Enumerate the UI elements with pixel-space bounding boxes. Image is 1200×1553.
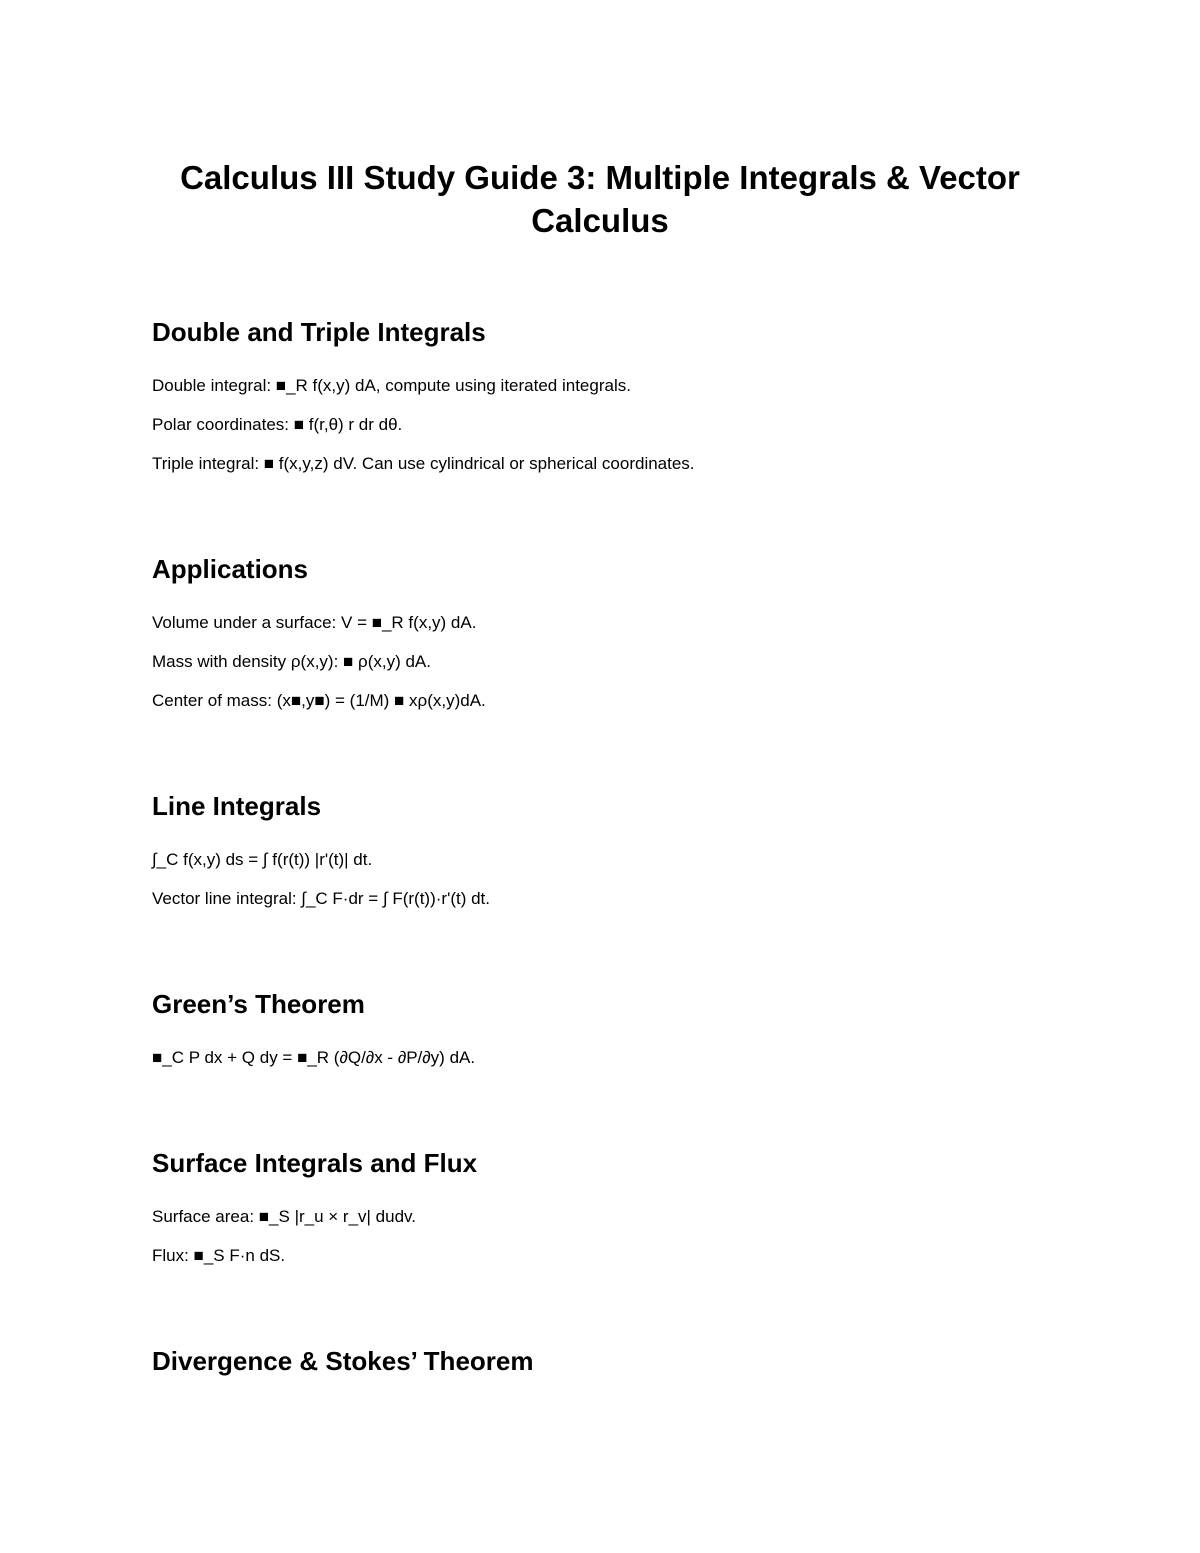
section-heading: Green’s Theorem [152,989,365,1019]
section-heading: Divergence & Stokes’ Theorem [152,1346,534,1376]
section-body [152,613,1052,711]
section-heading: Applications [152,554,309,584]
section-line-integrals [152,790,1052,928]
body-line: Center of mass: (x■,y■) = (1/M) ■ xρ(x,y)dA. [152,691,486,710]
section-body [152,1048,1052,1068]
body-line: Polar coordinates: ■ f(r,θ) r dr dθ. [152,415,403,434]
section-heading: Line Integrals [152,791,322,821]
body-line: Flux: ■_S F·n dS. [152,1246,286,1265]
body-line: Double integral: ■_R f(x,y) dA, compute using iterated integrals. [152,376,631,395]
section-surface-integrals-flux [152,1147,1052,1285]
document-title: Calculus III Study Guide 3: Multiple Integrals & Vector Calculus [180,159,1020,239]
section-body [152,1207,1052,1266]
body-line: Triple integral: ■ f(x,y,z) dV. Can use cylindrical or spherical coordinates. [152,454,695,473]
section-heading: Surface Integrals and Flux [152,1148,478,1178]
section-body [152,376,1052,474]
body-line: Volume under a surface: V = ■_R f(x,y) dA. [152,613,477,632]
body-line: ■_C P dx + Q dy = ■_R (∂Q/∂x - ∂P/∂y) dA. [152,1048,476,1067]
body-line: Surface area: ■_S |r_u × r_v| dudv. [152,1207,417,1226]
section-applications [152,553,1052,730]
section-double-triple-integrals [152,316,1052,493]
body-line: ∫_C f(x,y) ds = ∫ f(r(t)) |r'(t)| dt. [152,850,373,869]
body-line: Vector line integral: ∫_C F·dr = ∫ F(r(t))·r'(t) dt. [152,889,490,908]
section-divergence-stokes [152,1345,1052,1377]
section-body [152,850,1052,909]
section-heading: Double and Triple Integrals [152,317,486,347]
section-greens-theorem [152,988,1052,1087]
body-line: Mass with density ρ(x,y): ■ ρ(x,y) dA. [152,652,431,671]
